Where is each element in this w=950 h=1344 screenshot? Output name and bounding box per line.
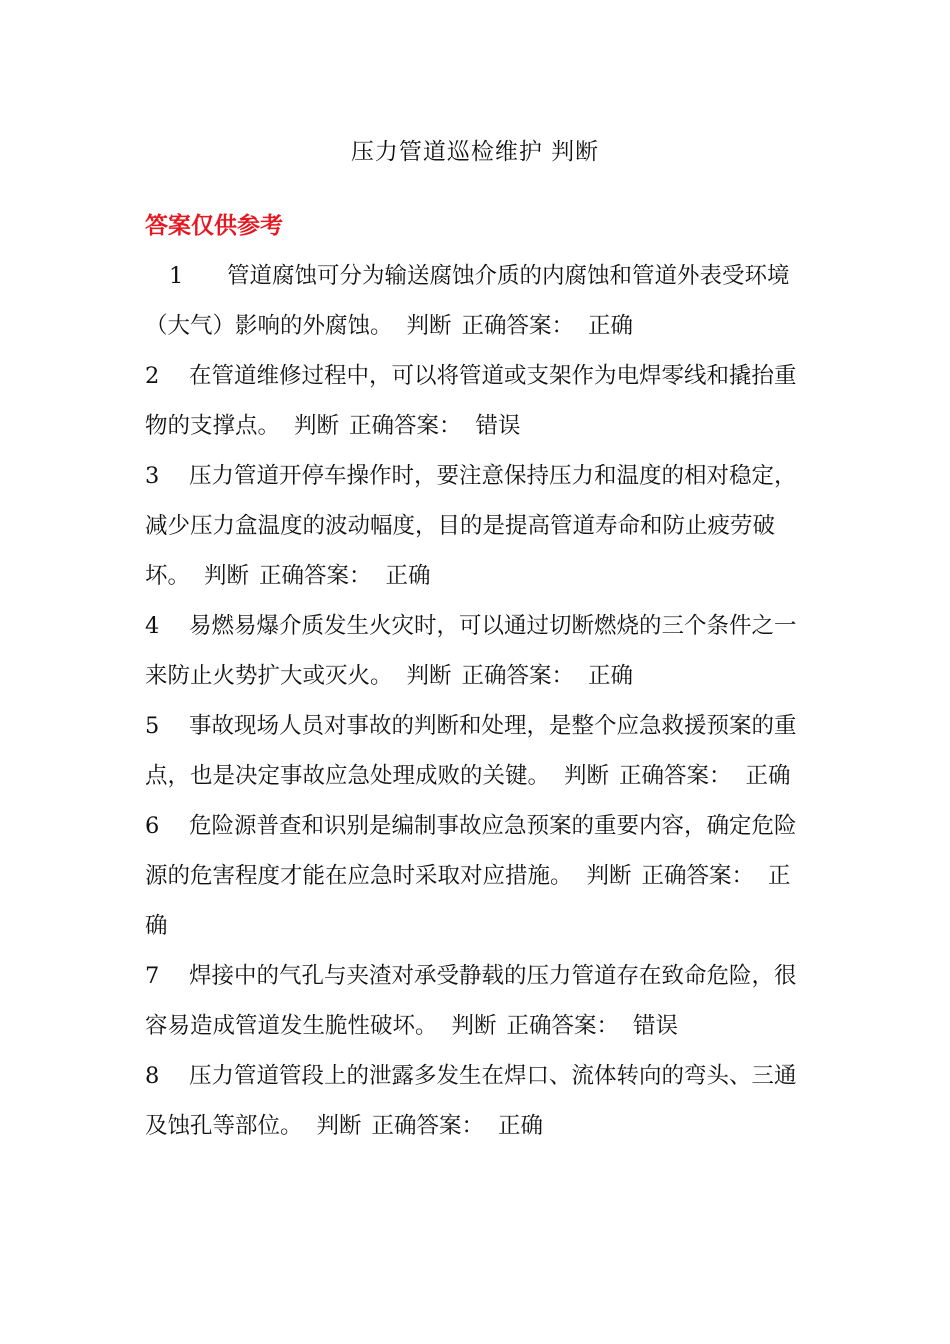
answer-label: 正确答案： bbox=[461, 663, 575, 689]
question-item bbox=[145, 251, 805, 351]
question-type: 判断 bbox=[564, 763, 610, 789]
answer-label: 正确答案： bbox=[349, 413, 462, 439]
question-item bbox=[145, 1051, 805, 1151]
document-title: 压力管道巡检维护 判断 bbox=[350, 139, 600, 165]
question-type: 判断 bbox=[406, 313, 452, 339]
question-text: 焊接中的气孔与夹渣对承受静载的压力管道存在致命危险，很容易造成管道发生脆性破坏。 bbox=[145, 963, 797, 1039]
question-number: 1 bbox=[169, 263, 184, 289]
question-item bbox=[145, 801, 805, 951]
question-text: 管道腐蚀可分为输送腐蚀介质的内腐蚀和管道外表受环境（大气）影响的外腐蚀。 bbox=[145, 263, 790, 339]
question-item bbox=[145, 951, 805, 1051]
answer-value: 正确 bbox=[588, 313, 634, 339]
answer-value: 错误 bbox=[633, 1013, 679, 1039]
answer-value: 正确 bbox=[588, 663, 634, 689]
question-item bbox=[145, 601, 805, 701]
question-text: 在管道维修过程中，可以将管道或支架作为电焊零线和撬抬重物的支撑点。 bbox=[145, 363, 797, 439]
question-text: 易燃易爆介质发生火灾时，可以通过切断燃烧的三个条件之一来防止火势扩大或灭火。 bbox=[145, 613, 797, 689]
answer-notice: 答案仅供参考 bbox=[145, 213, 283, 239]
question-type: 判断 bbox=[316, 1113, 362, 1139]
answer-label: 正确答案： bbox=[506, 1013, 620, 1039]
question-list bbox=[145, 251, 805, 1151]
question-type: 判断 bbox=[204, 563, 250, 589]
question-type: 判断 bbox=[294, 413, 340, 439]
answer-label: 正确答案： bbox=[371, 1113, 485, 1139]
answer-value: 正确 bbox=[385, 563, 431, 589]
answer-label: 正确答案： bbox=[619, 763, 732, 789]
question-number: 5 bbox=[145, 713, 160, 739]
question-number: 6 bbox=[145, 813, 160, 839]
question-text: 压力管道管段上的泄露多发生在焊口、流体转向的弯头、三通及蚀孔等部位。 bbox=[145, 1063, 797, 1139]
question-text: 危险源普查和识别是编制事故应急预案的重要内容，确定危险源的危害程度才能在应急时采取对应措施。 bbox=[145, 813, 797, 889]
question-item bbox=[145, 701, 805, 801]
answer-label: 正确答案： bbox=[259, 563, 372, 589]
answer-value: 正确 bbox=[745, 763, 791, 789]
question-number: 3 bbox=[145, 463, 160, 489]
answer-value: 正确 bbox=[498, 1113, 544, 1139]
question-text: 压力管道开停车操作时，要注意保持压力和温度的相对稳定，减少压力盒温度的波动幅度，目的是提高管道寿命和防止疲劳破坏。 bbox=[145, 463, 797, 589]
question-number: 4 bbox=[145, 613, 160, 639]
question-item bbox=[145, 451, 805, 601]
answer-label: 正确答案： bbox=[461, 313, 575, 339]
question-number: 7 bbox=[145, 963, 160, 989]
question-item bbox=[145, 351, 805, 451]
answer-value: 错误 bbox=[475, 413, 521, 439]
answer-value: 正确 bbox=[145, 863, 791, 939]
answer-label: 正确答案： bbox=[641, 863, 755, 889]
question-number: 2 bbox=[145, 363, 160, 389]
question-type: 判断 bbox=[406, 663, 452, 689]
question-text: 事故现场人员对事故的判断和处理，是整个应急救援预案的重点，也是决定事故应急处理成败的关键。 bbox=[145, 713, 797, 789]
question-type: 判断 bbox=[451, 1013, 497, 1039]
question-type: 判断 bbox=[586, 863, 632, 889]
question-number: 8 bbox=[145, 1063, 160, 1089]
